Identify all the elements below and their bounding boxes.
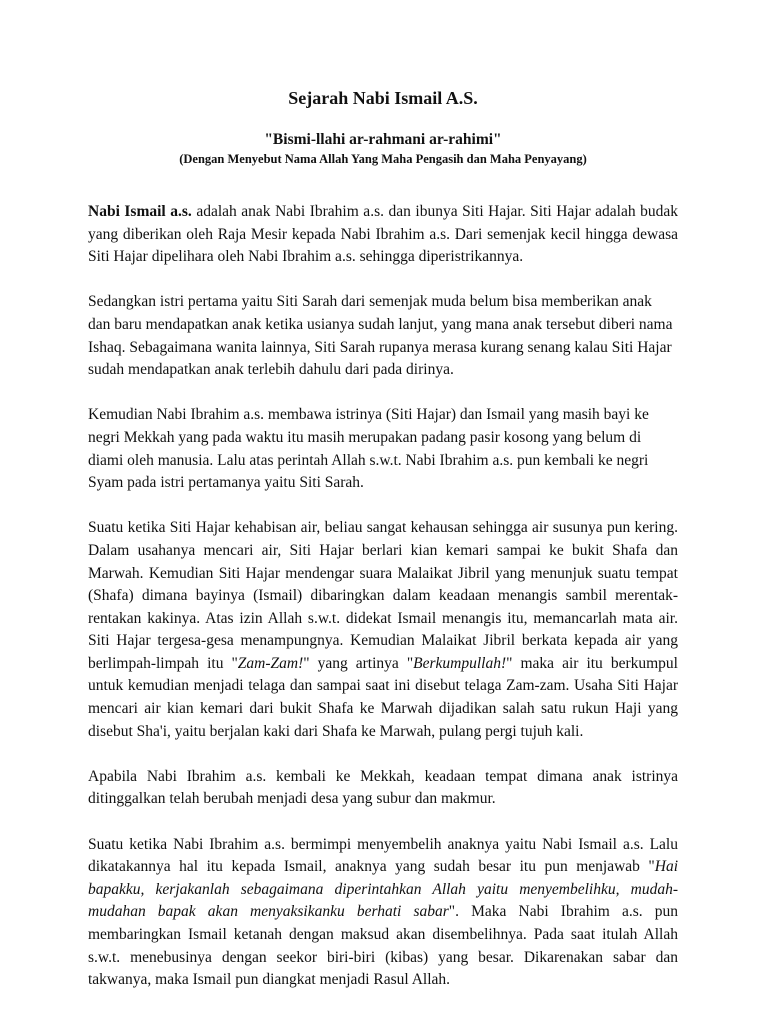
document-page	[88, 86, 678, 1014]
paragraph-1-lead: Nabi Ismail a.s.	[88, 203, 192, 220]
paragraph-6-part-1: Suatu ketika Nabi Ibrahim a.s. bermimpi menyembelih anaknya yaitu Nabi Ismail a.s. Lalu dikatakannya hal itu kepada Ismail, anaknya yang sudah besar itu pun menjawab "	[88, 835, 678, 876]
paragraph-6	[88, 834, 678, 992]
paragraph-4-part-1: Suatu ketika Siti Hajar kehabisan air, beliau sangat kehausan sehingga air susunya pun kering. Dalam usahanya mencari air, Siti Hajar berlari kian kemari sampai ke bukit Shafa dan Marwah. Kemudian Siti Hajar mendengar suara Malaikat Jibril yang menunjuk suatu tempat (Shafa) dimana bayinya (Ismail) dibaringkan dalam keadaan menangis sambil merentak-rentakan kakinya. Atas izin Allah s.w.t. didekat Ismail menangis itu, memancarlah mata air. Siti Hajar tergesa-gesa menampungnya. Kemudian Malaikat Jibril berkata kepada air yang berlimpah-limpah itu "	[88, 519, 678, 672]
paragraph-6-part-2: ". Maka Nabi Ibrahim a.s. pun membaringkan Ismail ketanah dengan maksud akan disembelihnya. Pada saat itulah Allah s.w.t. menebusinya dengan seekor biri-biri (kibas) yang besar. Dikarenakan sabar dan takwanya, maka Ismail pun diangkat menjadi Rasul Allah.	[88, 903, 678, 989]
paragraph-4	[88, 517, 678, 743]
basmala-heading: "Bismi-llahi ar-rahmani ar-rahimi"	[264, 131, 502, 148]
paragraph-1-text: adalah anak Nabi Ibrahim a.s. dan ibunya Siti Hajar. Siti Hajar adalah budak yang diberikan oleh Raja Mesir kepada Nabi Ibrahim a.s. Dari semenjak kecil hingga dewasa Siti Hajar dipelihara oleh Nabi Ibrahim a.s. sehingga diperistrikannya.	[88, 203, 678, 266]
document-title: Sejarah Nabi Ismail A.S.	[288, 88, 478, 108]
paragraph-1	[88, 201, 678, 269]
paragraph-5: Apabila Nabi Ibrahim a.s. kembali ke Mekkah, keadaan tempat dimana anak istrinya ditinggalkan telah berubah menjadi desa yang subur dan makmur.	[88, 767, 678, 808]
paragraph-6-italic: Hai bapakku, kerjakanlah sebagaimana diperintahkan Allah yaitu menyembelihku, mudah-mudahan bapak akan menyaksikanku berhati sabar	[88, 858, 678, 921]
paragraph-4-italic-2: Berkumpullah!	[413, 654, 507, 672]
paragraph-2: Sedangkan istri pertama yaitu Siti Sarah dari semenjak muda belum bisa memberikan anak dan baru mendapatkan anak ketika usianya sudah lanjut, yang mana anak tersebut diberi nama Ishaq. Sebagaimana wanita lainnya, Siti Sarah rupanya merasa kurang senang kalau Siti Hajar sudah mendapatkan anak terlebih dahulu dari pada dirinya.	[88, 293, 673, 379]
paragraph-4-part-3: " maka air itu berkumpul untuk kemudian menjadi telaga dan sampai saat ini disebut telaga Zam-zam. Usaha Siti Hajar mencari air kian kemari dari bukit Shafa ke Marwah dijadikan salah satu rukun Haji yang disebut Sha'i, yaitu berjalan kaki dari Shafa ke Marwah, pulang pergi tujuh kali.	[88, 654, 678, 740]
paragraph-4-italic-1: Zam-Zam!	[237, 654, 304, 672]
paragraph-3: Kemudian Nabi Ibrahim a.s. membawa istrinya (Siti Hajar) dan Ismail yang masih bayi ke negri Mekkah yang pada waktu itu masih merupakan padang pasir kosong yang belum di diami oleh manusia. Lalu atas perintah Allah s.w.t. Nabi Ibrahim a.s. pun kembali ke negri Syam pada istri pertamanya yaitu Siti Sarah.	[88, 406, 649, 492]
paragraph-4-part-2: " yang artinya "	[303, 654, 414, 672]
basmala-translation: (Dengan Menyebut Nama Allah Yang Maha Pengasih dan Maha Penyayang)	[179, 152, 587, 166]
